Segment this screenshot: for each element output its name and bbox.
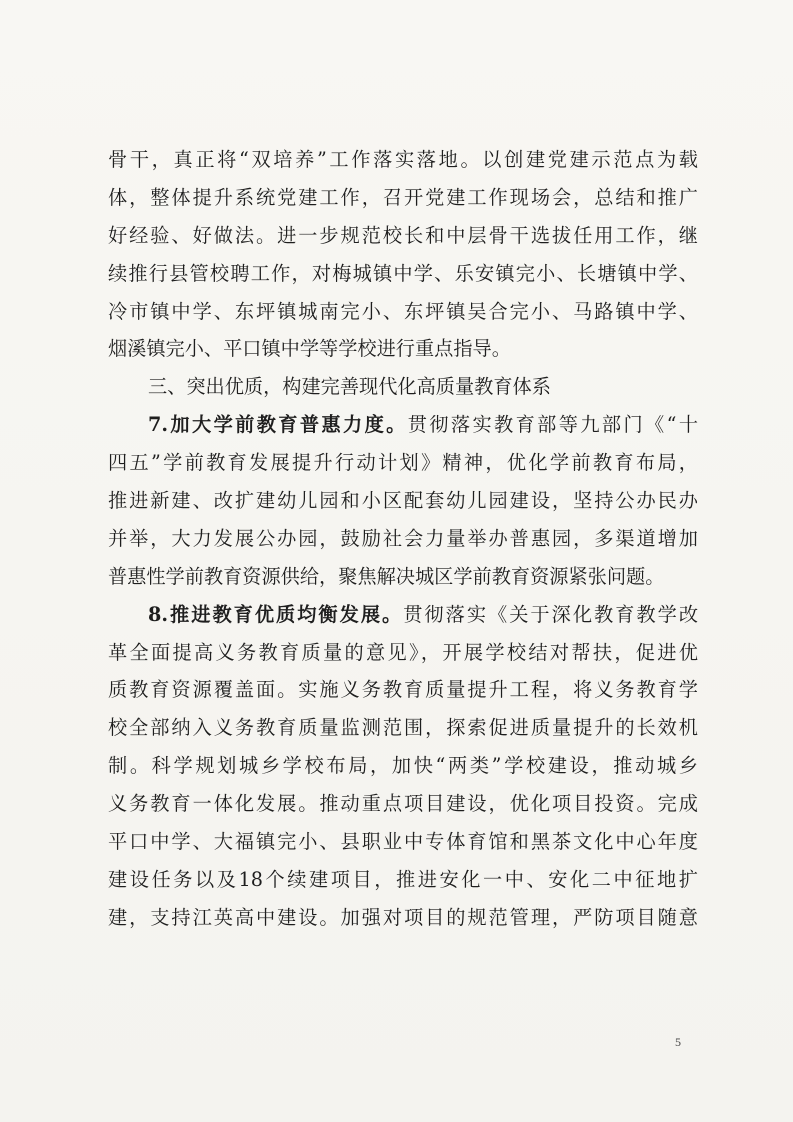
item-7-text: 贯彻落实教育部等九部门《“十 xyxy=(407,413,698,437)
text-line: 普惠性学前教育资源供给，聚焦解决城区学前教育资源紧张问题。 xyxy=(108,564,665,588)
section-heading: 三、突出优质，构建完善现代化高质量教育体系 xyxy=(148,375,551,399)
text-line: 质教育资源覆盖面。实施义务教育质量提升工程，将义务教育学 xyxy=(108,678,698,702)
page-number: 5 xyxy=(675,1035,681,1049)
text-line: 并举，大力发展公办园，鼓励社会力量举办普惠园，多渠道增加 xyxy=(108,526,698,550)
item-8-first-line xyxy=(108,596,698,634)
text-line: 革全面提高义务教育质量的意见》，开展学校结对帮扶，促进优 xyxy=(108,640,698,664)
text-line: 推进新建、改扩建幼儿园和小区配套幼儿园建设，坚持公办民办 xyxy=(108,489,698,513)
text-line: 烟溪镇完小、平口镇中学等学校进行重点指导。 xyxy=(108,337,511,361)
text-line: 平口中学、大福镇完小、县职业中专体育馆和黑茶文化中心年度 xyxy=(108,830,698,854)
body-text xyxy=(108,141,698,937)
item-7-title: 7.加大学前教育普惠力度。 xyxy=(148,413,408,437)
text-line: 校全部纳入义务教育质量监测范围，探索促进质量提升的长效机 xyxy=(108,716,698,740)
text-line: 四五”学前教育发展提升行动计划》精神，优化学前教育布局， xyxy=(108,451,698,475)
text-line: 冷市镇中学、东坪镇城南完小、东坪镇吴合完小、马路镇中学、 xyxy=(108,299,698,323)
text-line: 义务教育一体化发展。推动重点项目建设，优化项目投资。完成 xyxy=(108,792,698,816)
item-8-title: 8.推进教育优质均衡发展。 xyxy=(148,602,404,626)
text-line: 建设任务以及18个续建项目，推进安化一中、安化二中征地扩 xyxy=(108,867,698,891)
text-line: 体，整体提升系统党建工作，召开党建工作现场会，总结和推广 xyxy=(108,185,698,209)
text-line: 好经验、好做法。进一步规范校长和中层骨干选拔任用工作，继 xyxy=(108,223,698,247)
item-7-first-line xyxy=(108,406,698,444)
text-line: 制。科学规划城乡学校布局，加快“两类”学校建设，推动城乡 xyxy=(108,754,698,778)
text-line: 续推行县管校聘工作，对梅城镇中学、乐安镇完小、长塘镇中学、 xyxy=(108,261,698,285)
text-line: 建，支持江英高中建设。加强对项目的规范管理，严防项目随意 xyxy=(108,905,698,929)
item-8-text: 贯彻落实《关于深化教育教学改 xyxy=(403,602,698,626)
text-line: 骨干，真正将“双培养”工作落实落地。以创建党建示范点为载 xyxy=(108,148,698,171)
